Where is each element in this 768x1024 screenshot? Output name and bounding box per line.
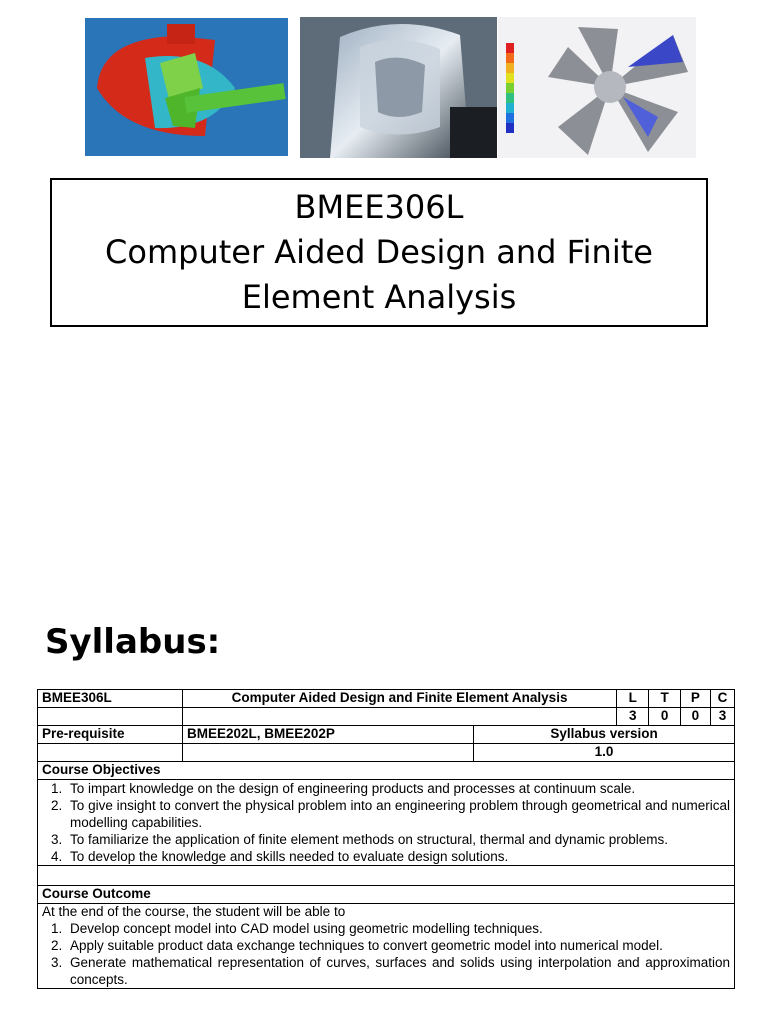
objective-item: 2. To give insight to convert the physical problem into an engineering problem through geometrical and numerical modelling capabilities.: [66, 797, 730, 831]
course-objectives-list-cell: [38, 780, 735, 866]
course-name-line-2: Element Analysis: [241, 278, 517, 316]
outcome-item: 1. Develop concept model into CAD model using geometric modelling techniques.: [66, 920, 730, 937]
table-row: [38, 866, 735, 886]
course-code-title: BMEE306L: [294, 188, 464, 226]
cad-model-image: [85, 18, 288, 156]
prerequisite-label: Pre-requisite: [38, 726, 183, 744]
syllabus-table: [37, 689, 735, 989]
spacer-row: [38, 866, 735, 886]
table-row: [38, 726, 735, 744]
course-outcome-list-cell: [38, 904, 735, 989]
syllabus-heading: Syllabus:: [45, 622, 221, 662]
course-title-box: [50, 178, 708, 327]
course-title-cell: Computer Aided Design and Finite Element Analysis: [183, 690, 617, 708]
ltpc-header-c: C: [710, 690, 734, 708]
course-name-line-1: Computer Aided Design and Finite: [105, 233, 653, 271]
course-outcome-heading: Course Outcome: [38, 886, 735, 904]
outcome-item: 3. Generate mathematical representation of curves, surfaces and solids using interpolation and approximation concepts.: [66, 954, 730, 988]
objective-item: 4. To develop the knowledge and skills needed to evaluate design solutions.: [66, 848, 730, 865]
objective-item: 1. To impart knowledge on the design of engineering products and processes at continuum scale.: [66, 780, 730, 797]
ltpc-value-c: 3: [710, 708, 734, 726]
table-row: [38, 780, 735, 866]
table-row: [38, 886, 735, 904]
table-row: [38, 904, 735, 989]
table-row: [38, 708, 735, 726]
objective-item: 3. To familiarize the application of finite element methods on structural, thermal and dynamic problems.: [66, 831, 730, 848]
table-row: [38, 690, 735, 708]
stamped-part-image: [300, 17, 497, 158]
ltpc-header-l: L: [617, 690, 649, 708]
ltpc-header-p: P: [680, 690, 710, 708]
syllabus-version-value: 1.0: [474, 744, 735, 762]
table-row: [38, 762, 735, 780]
outcome-item: 2. Apply suitable product data exchange techniques to convert geometric model into numerical model.: [66, 937, 730, 954]
ltpc-value-p: 0: [680, 708, 710, 726]
course-objectives-list: [42, 780, 730, 865]
course-objectives-heading: Course Objectives: [38, 762, 735, 780]
course-code-cell: BMEE306L: [38, 690, 183, 708]
syllabus-version-label: Syllabus version: [474, 726, 735, 744]
course-outcome-list: [42, 920, 730, 988]
table-row: [38, 744, 735, 762]
fea-propeller-image: [498, 17, 696, 158]
prerequisite-value: BMEE202L, BMEE202P: [183, 726, 474, 744]
course-outcome-intro: At the end of the course, the student will be able to: [42, 904, 346, 919]
ltpc-header-t: T: [649, 690, 680, 708]
ltpc-value-t: 0: [649, 708, 680, 726]
ltpc-value-l: 3: [617, 708, 649, 726]
